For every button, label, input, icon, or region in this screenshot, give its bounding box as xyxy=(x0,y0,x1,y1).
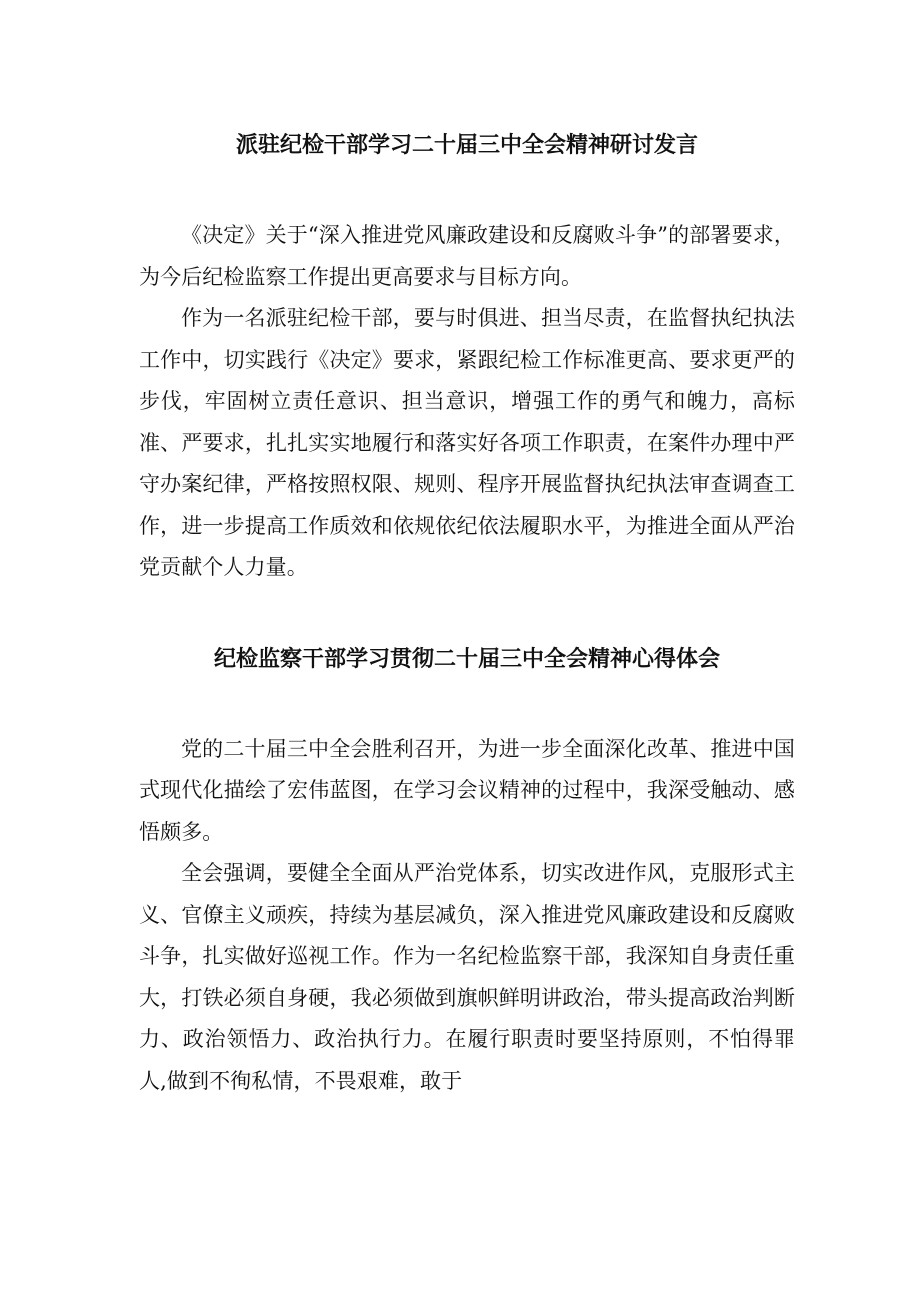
section-2-body xyxy=(139,729,795,1103)
section-1-paragraph-2: 作为一名派驻纪检干部，要与时俱进、担当尽责，在监督执纪执法工作中，切实践行《决定》要求，紧跟纪检工作标准更高、要求更严的步伐，牢固树立责任意识、担当意识，增强工作的勇气和魄力，高标准、严要求，扎扎实实地履行和落实好各项工作职责，在案件办理中严守办案纪律，严格按照权限、规则、程序开展监督执纪执法审查调查工作，进一步提高工作质效和依规依纪依法履职水平，为推进全面从严治党贡献个人力量。 xyxy=(139,306,795,579)
section-2-paragraph-1: 党的二十届三中全会胜利召开，为进一步全面深化改革、推进中国式现代化描绘了宏伟蓝图，在学习会议精神的过程中，我深受触动、感悟颇多。 xyxy=(139,736,795,844)
document-content xyxy=(139,128,795,1102)
section-1-title: 派驻纪检干部学习二十届三中全会精神研讨发言 xyxy=(235,133,698,158)
section-1-body xyxy=(139,215,795,589)
section-2-title: 纪检监察干部学习贯彻二十届三中全会精神心得体会 xyxy=(213,646,720,672)
section-1-paragraph-1: 《决定》关于“深入推进党风廉政建设和反腐败斗争”的部署要求，为今后纪检监察工作提出更高要求与目标方向。 xyxy=(139,223,795,289)
section-2-paragraph-2: 全会强调，要健全全面从严治党体系，切实改进作风，克服形式主义、官僚主义顽疾，持续为基层减负，深入推进党风廉政建设和反腐败斗争，扎实做好巡视工作。作为一名纪检监察干部，我深知自身责任重大，打铁必须自身硬，我必须做到旗帜鲜明讲政治，带头提高政治判断力、政治领悟力、政治执行力。在履行职责时要坚持原则，不怕得罪人,做到不徇私情，不畏艰难，敢于 xyxy=(139,861,795,1093)
